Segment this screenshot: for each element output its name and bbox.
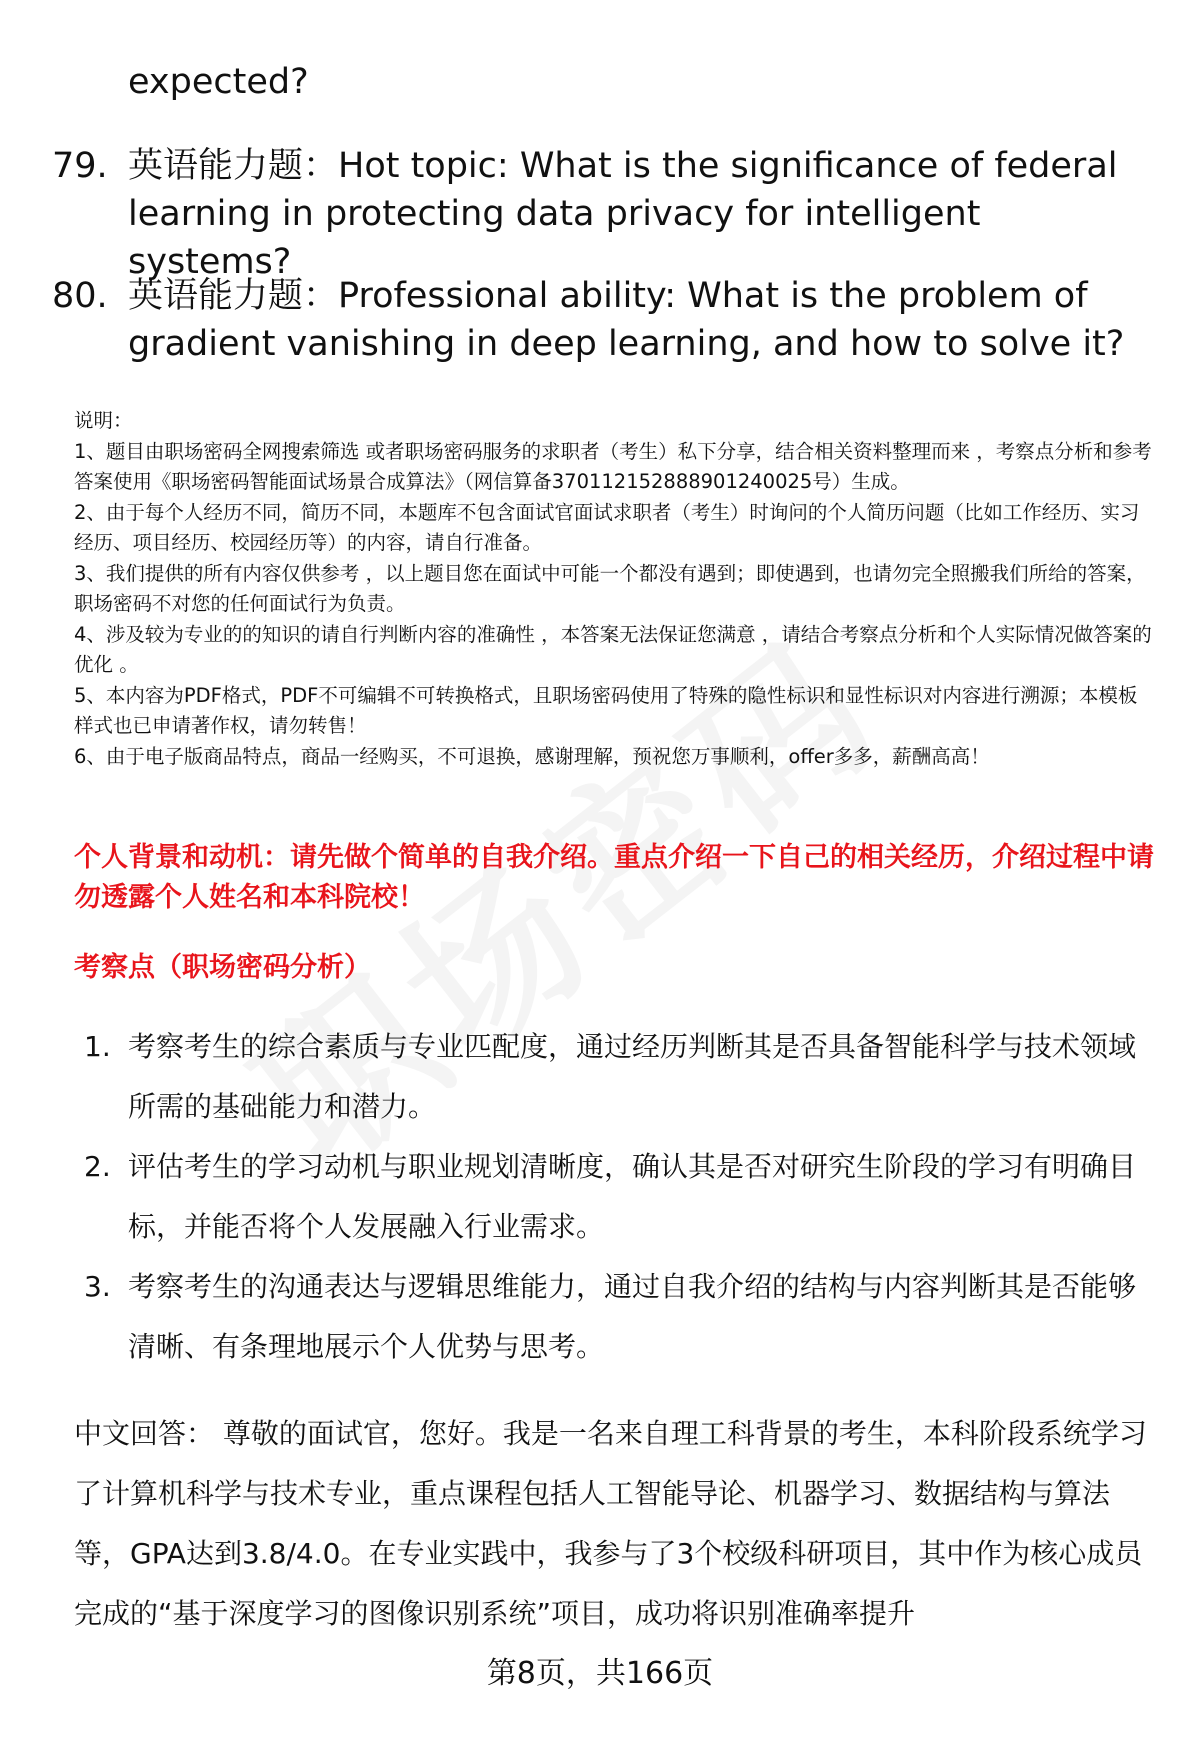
analysis-title: 考察点（职场密码分析） (74, 952, 371, 983)
question-continuation: expected? (128, 62, 309, 102)
note-item: 3、我们提供的所有内容仅供参考 ，以上题目您在面试中可能一个都没有遇到；即使遇到，也请勿完全照搬我们所给的答案，职场密码不对您的任何面试行为负责。 (74, 561, 1146, 615)
analysis-item (84, 1257, 1154, 1377)
note-item: 6、由于电子版商品特点，商品一经购买，不可退换，感谢理解，预祝您万事顺利，offer多多，薪酬高高！ (74, 744, 990, 768)
chinese-answer: 中文回答： 尊敬的面试官，您好。我是一名来自理工科背景的考生，本科阶段系统学习了计算机科学与技术专业，重点课程包括人工智能导论、机器学习、数据结构与算法等，GPA达到3.8/4.0。在专业实践中，我参与了3个校级科研项目，其中作为核心成员完成的“基于深度学习的图像识别系统”项目，成功将识别准确率提升 (74, 1417, 1147, 1630)
question-text: 英语能力题：Hot topic: What is the significance of federal learning in protecting data privacy for intelligent systems? (128, 146, 1118, 282)
analysis-item-number: 1. (84, 1030, 111, 1063)
note-item: 4、涉及较为专业的的知识的请自行判断内容的准确性 ，本答案无法保证您满意 ，请结合考察点分析和个人实际情况做答案的优化 。 (74, 622, 1152, 676)
analysis-list (84, 1017, 1154, 1377)
question-79 (52, 142, 1152, 286)
question-text: 英语能力题：Professional ability: What is the problem of gradient vanishing in deep learning, and how to solve it? (128, 276, 1125, 364)
question-number: 79. (52, 146, 108, 186)
note-item: 2、由于每个人经历不同，简历不同，本题库不包含面试官面试求职者（考生）时询问的个人简历问题（比如工作经历、实习经历、项目经历、校园经历等）的内容，请自行准备。 (74, 500, 1140, 554)
note-item: 5、本内容为PDF格式，PDF不可编辑不可转换格式，且职场密码使用了特殊的隐性标识和显性标识对内容进行溯源；本模板样式也已申请著作权，请勿转售！ (74, 683, 1138, 737)
analysis-item-number: 3. (84, 1270, 111, 1303)
question-number: 80. (52, 276, 108, 316)
analysis-item-text: 考察考生的综合素质与专业匹配度，通过经历判断其是否具备智能科学与技术领域所需的基础能力和潜力。 (128, 1030, 1137, 1123)
analysis-item (84, 1137, 1154, 1257)
analysis-item (84, 1017, 1154, 1137)
analysis-item-text: 考察考生的沟通表达与逻辑思维能力，通过自我介绍的结构与内容判断其是否能够清晰、有条理地展示个人优势与思考。 (128, 1270, 1137, 1363)
page-footer: 第8页，共166页 (486, 1656, 714, 1691)
notes-title: 说明： (74, 409, 133, 432)
analysis-item-number: 2. (84, 1150, 111, 1183)
analysis-item-text: 评估考生的学习动机与职业规划清晰度，确认其是否对研究生阶段的学习有明确目标，并能否将个人发展融入行业需求。 (128, 1150, 1137, 1243)
note-item: 1、题目由职场密码全网搜索筛选 或者职场密码服务的求职者（考生）私下分享，结合相关资料整理而来 ，考察点分析和参考答案使用《职场密码智能面试场景合成算法》（网信算备370112152888901240025号）生成。 (74, 439, 1152, 493)
question-80 (52, 272, 1152, 368)
interview-prompt: 个人背景和动机：请先做个简单的自我介绍。重点介绍一下自己的相关经历，介绍过程中请勿透露个人姓名和本科院校！ (74, 842, 1154, 913)
notes-section (74, 406, 1154, 772)
